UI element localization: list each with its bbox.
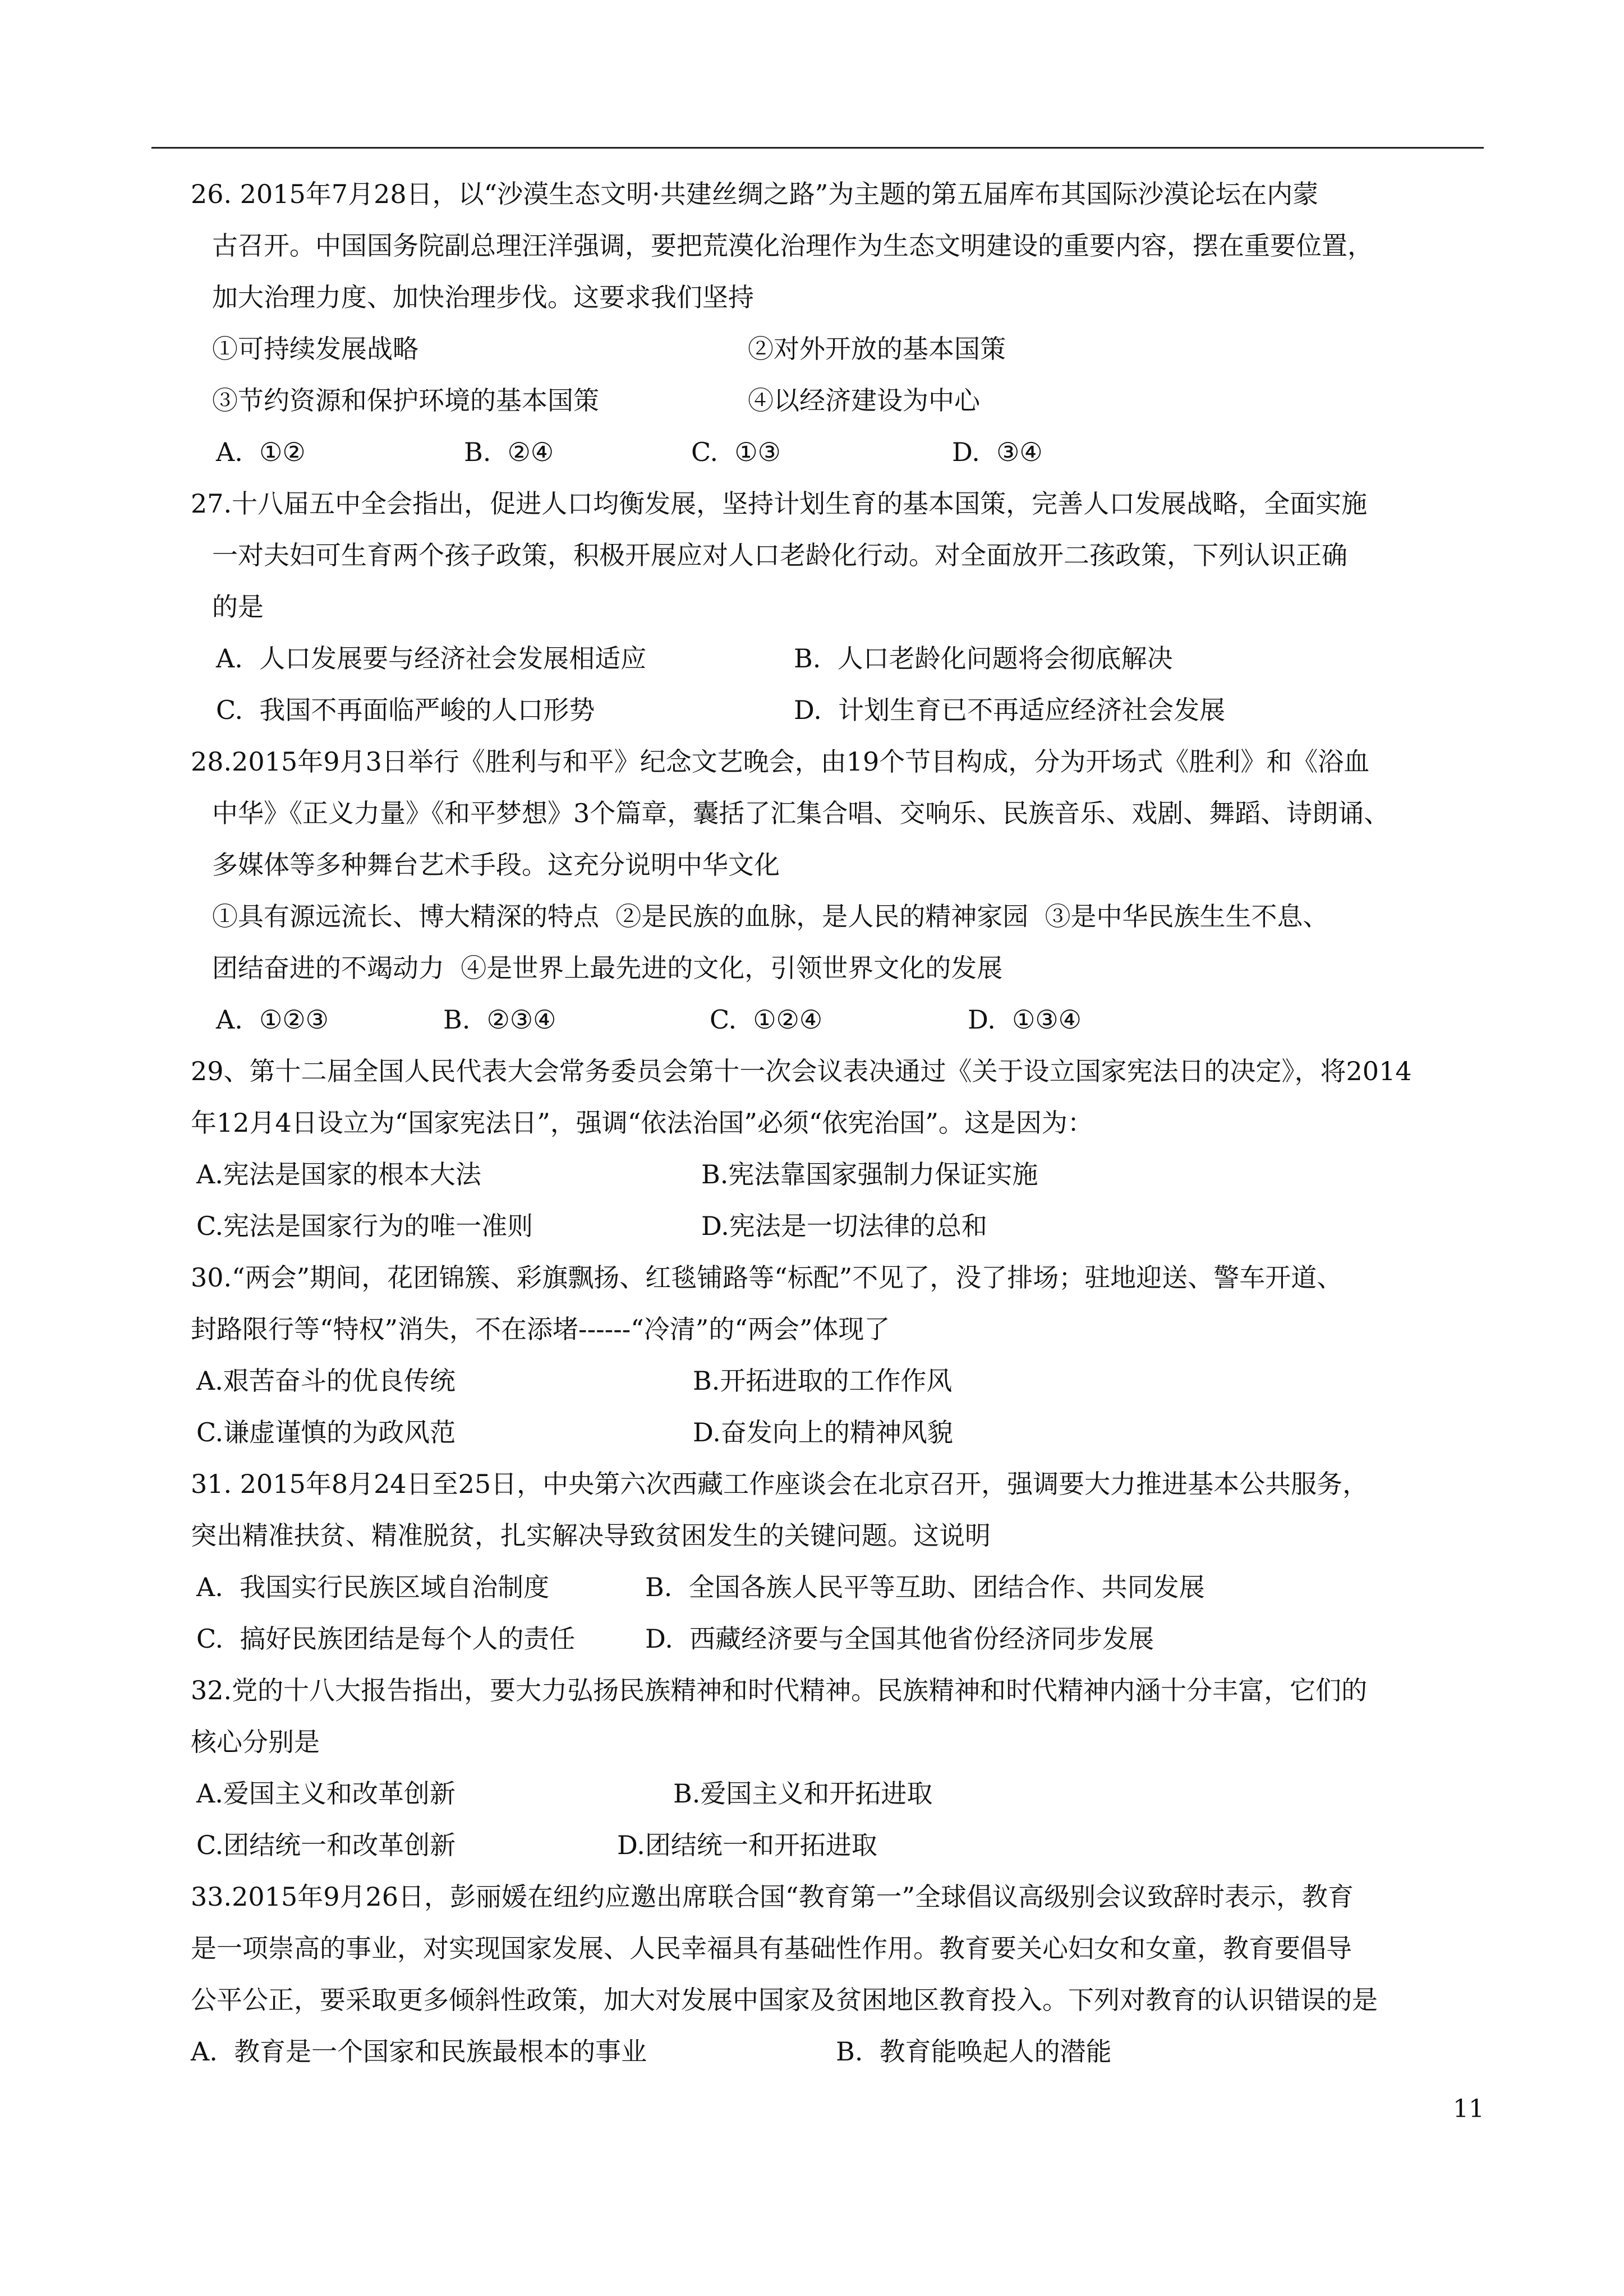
question-31 [191,1458,1498,1665]
question-26-line-3: 加大治理力度、加快治理步伐。这要求我们坚持 [212,282,754,312]
question-27-line-2: 一对夫妇可生育两个孩子政策，积极开展应对人口老龄化行动。对全面放开二孩政策，下列认识正确 [212,540,1347,570]
question-33-line-2: 是一项崇高的事业，对实现国家发展、人民幸福具有基础性作用。教育要关心妇女和女童，教育要倡导 [191,1933,1352,1963]
option: A.艰苦奋斗的优良传统 [196,1366,456,1396]
option: B. ②③④ [443,1004,556,1035]
question-29-line-2: 年12月4日设立为“国家宪法日”，强调“依法治国”必须“依宪治国”。这是因为： [191,1108,1093,1138]
option: ①可持续发展战略 [212,334,418,364]
option: A. 人口发展要与经济社会发展相适应 [216,643,647,674]
option-row [191,633,1498,684]
option: C.谦虚谨慎的为政风范 [196,1417,456,1447]
option: ③节约资源和保护环境的基本国策 [212,385,599,416]
question-28-line-5: 团结奋进的不竭动力 ④是世界上最先进的文化，引领世界文化的发展 [212,953,1003,983]
question-26 [191,168,1498,478]
question-27-line-1: 27.十八届五中全会指出，促进人口均衡发展，坚持计划生育的基本国策，完善人口发展战略，全面实施 [191,488,1368,519]
option: D.奋发向上的精神风貌 [693,1417,953,1447]
question-32 [191,1665,1498,1871]
option: C.团结统一和改革创新 [196,1830,456,1860]
question-28-line-1: 28.2015年9月3日举行《胜利与和平》纪念文艺晚会，由19个节目构成，分为开场式《胜利》和《浴血 [191,746,1370,777]
question-26-line-1: 26. 2015年7月28日，以“沙漠生态文明·共建丝绸之路”为主题的第五届库布其国际沙漠论坛在内蒙 [191,179,1319,209]
question-30-line-1: 30.“两会”期间，花团锦簇、彩旗飘扬、红毯铺路等“标配”不见了，没了排场；驻地迎送、警车开道、 [191,1262,1343,1293]
option: A.爱国主义和改革创新 [196,1778,456,1809]
option: B. 教育能唤起人的潜能 [836,2036,1112,2067]
option: A. ①②③ [216,1004,329,1035]
option: A. 我国实行民族区域自治制度 [196,1572,550,1602]
option-row [191,1613,1498,1665]
option-row [191,1200,1498,1252]
option-row [191,2026,1498,2077]
question-29-line-1: 29、第十二届全国人民代表大会常务委员会第十一次会议表决通过《关于设立国家宪法日的决定》，将2014 [191,1056,1412,1086]
option-row [191,426,1498,478]
option-row [191,1407,1498,1458]
option: D. ③④ [952,437,1043,467]
option: D.团结统一和开拓进取 [617,1830,877,1860]
question-28-line-3: 多媒体等多种舞台艺术手段。这充分说明中华文化 [212,850,780,880]
question-31-line-2: 突出精准扶贫、精准脱贫，扎实解决导致贫困发生的关键问题。这说明 [191,1520,991,1551]
question-32-line-1: 32.党的十八大报告指出，要大力弘扬民族精神和时代精神。民族精神和时代精神内涵十分丰富，它们的 [191,1675,1368,1705]
question-26-line-2: 古召开。中国国务院副总理汪洋强调，要把荒漠化治理作为生态文明建设的重要内容，摆在重要位置， [212,230,1373,261]
question-33-line-1: 33.2015年9月26日，彭丽媛在纽约应邀出席联合国“教育第一”全球倡议高级别会议致辞时表示，教育 [191,1882,1354,1912]
option-row [191,1149,1498,1200]
option: D. 西藏经济要与全国其他省份经济同步发展 [645,1624,1154,1654]
option-row [191,994,1498,1045]
option: C. ①②④ [710,1004,823,1035]
page-number: 11 [1453,2095,1484,2123]
option: B.开拓进取的工作作风 [693,1366,953,1396]
question-28 [191,736,1498,1045]
option: D.宪法是一切法律的总和 [701,1211,987,1241]
question-28-line-2: 中华》《正义力量》《和平梦想》3个篇章，囊括了汇集合唱、交响乐、民族音乐、戏剧、舞蹈、诗朗诵、 [212,798,1390,828]
question-32-line-2: 核心分别是 [191,1727,320,1757]
option: B. 人口老龄化问题将会彻底解决 [794,643,1173,674]
option: C.宪法是国家行为的唯一准则 [196,1211,533,1241]
question-29 [191,1045,1498,1252]
option-row [191,684,1498,736]
option: A. 教育是一个国家和民族最根本的事业 [191,2036,647,2067]
option-row [191,1561,1498,1613]
question-33-line-3: 公平公正，要采取更多倾斜性政策，加大对发展中国家及贫困地区教育投入。下列对教育的认识错误的是 [191,1985,1378,2015]
option-row [191,375,1498,426]
question-28-line-4: ①具有源远流长、博大精深的特点 ②是民族的血脉，是人民的精神家园 ③是中华民族生生不息、 [212,901,1329,932]
question-30 [191,1252,1498,1458]
option-row [191,1819,1498,1871]
option-row [191,323,1498,375]
option-row [191,1355,1498,1407]
option-row [191,1768,1498,1819]
option: B.宪法靠国家强制力保证实施 [701,1159,1038,1190]
option: D. ①③④ [968,1004,1082,1035]
question-27-line-3: 的是 [212,592,264,622]
option: A. ①② [216,437,306,467]
question-30-line-2: 封路限行等“特权”消失，不在添堵------“冷清”的“两会”体现了 [191,1314,890,1344]
option: B. ②④ [464,437,554,467]
option: D. 计划生育已不再适应经济社会发展 [794,695,1226,725]
option: B. 全国各族人民平等互助、团结合作、共同发展 [645,1572,1205,1602]
option: C. ①③ [691,437,781,467]
option: C. 搞好民族团结是每个人的责任 [196,1624,576,1654]
question-27 [191,478,1498,736]
option: A.宪法是国家的根本大法 [196,1159,481,1190]
option: ②对外开放的基本国策 [748,334,1006,364]
option: C. 我国不再面临严峻的人口形势 [216,695,595,725]
option: ④以经济建设为中心 [748,385,980,416]
question-33 [191,1871,1498,2077]
question-31-line-1: 31. 2015年8月24日至25日，中央第六次西藏工作座谈会在北京召开，强调要大力推进基本公共服务， [191,1469,1369,1499]
option: B.爱国主义和开拓进取 [673,1778,933,1809]
header-rule [151,147,1484,149]
question-list [191,168,1498,2077]
